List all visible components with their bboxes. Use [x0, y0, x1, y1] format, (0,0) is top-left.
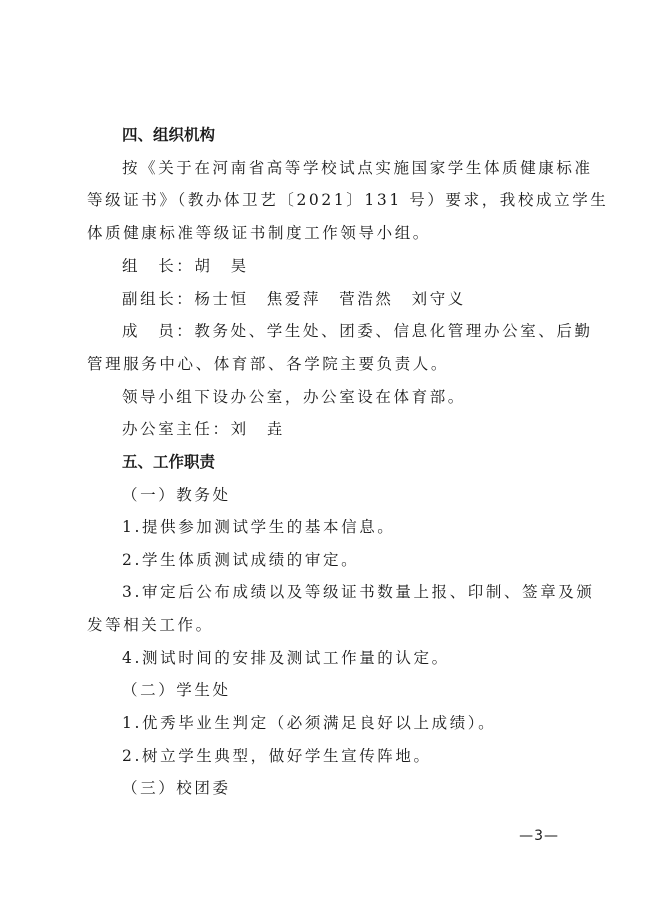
intro-line-2: 等级证书》（教办体卫艺〔2021〕131 号）要求，我校成立学生 [87, 191, 609, 209]
subsection-2-item-2: 2.树立学生典型，做好学生宣传阵地。 [122, 747, 432, 765]
intro-line-3: 体质健康标准等级证书制度工作领导小组。 [87, 224, 431, 242]
office-director-line: 办公室主任：刘 垚 [122, 420, 285, 438]
section-5-heading: 五、工作职责 [122, 453, 216, 471]
subsection-1-heading: （一）教务处 [122, 486, 231, 504]
intro-line-1: 按《关于在河南省高等学校试点实施国家学生体质健康标准 [122, 159, 593, 177]
subsection-1-item-3-line-2: 发等相关工作。 [87, 616, 214, 634]
subsection-1-item-1: 1.提供参加测试学生的基本信息。 [122, 518, 396, 536]
subsection-2-item-1: 1.优秀毕业生判定（必须满足良好以上成绩）。 [122, 714, 497, 732]
members-line-1: 成 员：教务处、学生处、团委、信息化管理办公室、后勤 [122, 322, 593, 340]
subsection-1-item-4: 4.测试时间的安排及测试工作量的认定。 [122, 649, 450, 667]
subsection-2-heading: （二）学生处 [122, 681, 231, 699]
leader-line: 组 长：胡 昊 [122, 257, 249, 275]
office-setup-line: 领导小组下设办公室，办公室设在体育部。 [122, 388, 466, 406]
subsection-3-heading: （三）校团委 [122, 779, 231, 797]
section-4-heading: 四、组织机构 [122, 126, 216, 144]
members-line-2: 管理服务中心、体育部、各学院主要负责人。 [87, 355, 450, 373]
subsection-1-item-2: 2.学生体质测试成绩的审定。 [122, 551, 360, 569]
page-number: —3— [519, 828, 559, 844]
subsection-1-item-3-line-1: 3.审定后公布成绩以及等级证书数量上报、印制、签章及颁 [122, 583, 595, 601]
deputy-leaders-line: 副组长：杨士恒 焦爱萍 菅浩然 刘守义 [122, 290, 466, 308]
